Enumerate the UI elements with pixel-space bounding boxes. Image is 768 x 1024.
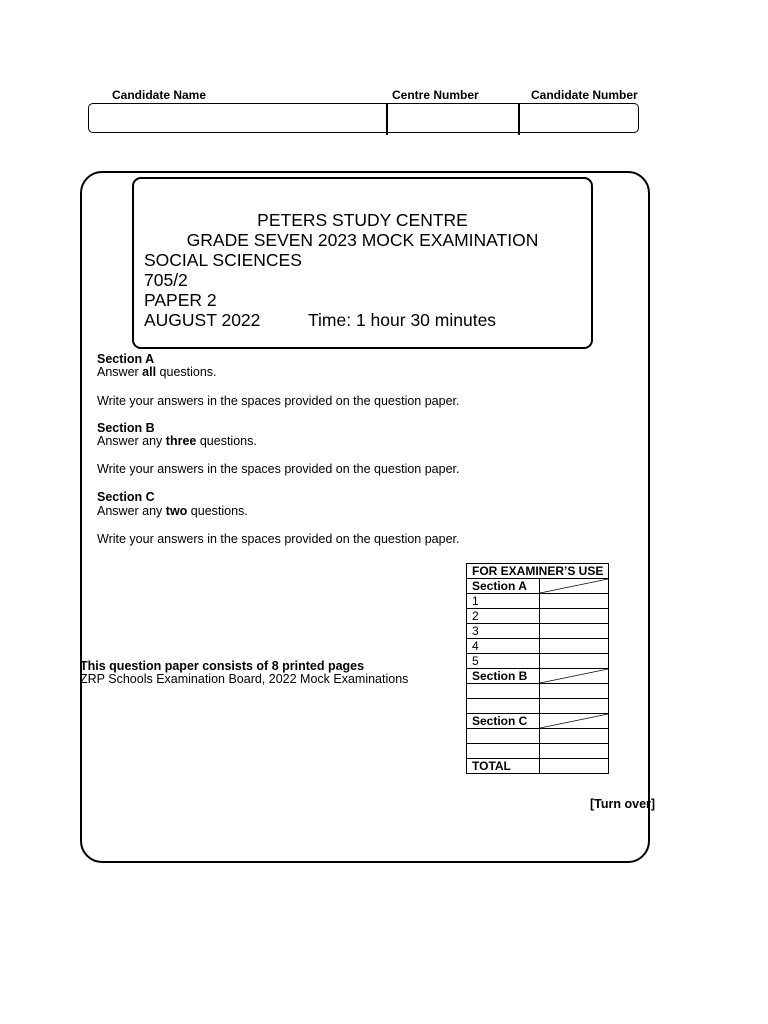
table-row	[467, 594, 609, 609]
school-name: PETERS STUDY CENTRE	[257, 210, 468, 230]
section-a-label: Section A	[467, 579, 540, 594]
table-row	[467, 759, 609, 774]
mark-cell	[540, 684, 609, 699]
board-note: ZRP Schools Examination Board, 2022 Mock Examinations	[80, 672, 409, 686]
exam-duration: Time: 1 hour 30 minutes	[308, 310, 497, 330]
mark-cell	[540, 729, 609, 744]
title-box	[132, 177, 593, 349]
candidate-name-label: Candidate Name	[112, 88, 207, 102]
question-number: 1	[467, 594, 540, 609]
examiner-table	[466, 563, 609, 774]
blank-cell	[467, 684, 540, 699]
table-row	[467, 744, 609, 759]
table-row	[467, 564, 609, 579]
paper-number: PAPER 2	[144, 290, 217, 310]
blank-cell	[467, 744, 540, 759]
table-row	[467, 639, 609, 654]
candidate-box-divider	[386, 104, 388, 135]
diagonal-cell	[540, 714, 609, 729]
candidate-box-divider	[518, 104, 520, 135]
turn-over-note: [Turn over]	[590, 797, 656, 811]
exam-date: AUGUST 2022	[144, 310, 261, 330]
section-a-instruction: Answer all questions.	[97, 365, 217, 379]
table-row	[467, 669, 609, 684]
mark-cell	[540, 699, 609, 714]
mark-cell	[540, 639, 609, 654]
section-b-label: Section B	[467, 669, 540, 684]
table-row	[467, 684, 609, 699]
subject-code: 705/2	[144, 270, 188, 290]
section-c-label: Section C	[467, 714, 540, 729]
candidate-number-label: Candidate Number	[531, 88, 638, 102]
table-row	[467, 579, 609, 594]
section-b-instruction: Answer any three questions.	[97, 434, 257, 448]
question-number: 2	[467, 609, 540, 624]
section-c-instruction: Answer any two questions.	[97, 504, 248, 518]
question-number: 3	[467, 624, 540, 639]
exam-title: GRADE SEVEN 2023 MOCK EXAMINATION	[186, 230, 539, 250]
centre-number-label: Centre Number	[392, 88, 479, 102]
question-number: 4	[467, 639, 540, 654]
mark-cell	[540, 744, 609, 759]
total-cell	[540, 759, 609, 774]
examiner-table-header: FOR EXAMINER’S USE	[467, 564, 609, 579]
question-number: 5	[467, 654, 540, 669]
table-row	[467, 729, 609, 744]
section-a-heading: Section A	[97, 352, 155, 366]
total-label: TOTAL	[467, 759, 540, 774]
table-row	[467, 714, 609, 729]
pages-note: This question paper consists of 8 printed pages	[80, 659, 365, 673]
subject-name: SOCIAL SCIENCES	[144, 250, 302, 270]
table-row	[467, 699, 609, 714]
mark-cell	[540, 654, 609, 669]
table-row	[467, 624, 609, 639]
table-row	[467, 654, 609, 669]
table-row	[467, 609, 609, 624]
section-c-heading: Section C	[97, 490, 155, 504]
blank-cell	[467, 729, 540, 744]
diagonal-cell	[540, 669, 609, 684]
mark-cell	[540, 624, 609, 639]
mark-cell	[540, 594, 609, 609]
write-note-c: Write your answers in the spaces provided on the question paper.	[97, 532, 460, 546]
write-note-b: Write your answers in the spaces provided on the question paper.	[97, 462, 460, 476]
write-note-a: Write your answers in the spaces provided on the question paper.	[97, 394, 460, 408]
mark-cell	[540, 609, 609, 624]
section-b-heading: Section B	[97, 421, 155, 435]
blank-cell	[467, 699, 540, 714]
diagonal-cell	[540, 579, 609, 594]
candidate-details-box	[88, 103, 639, 133]
